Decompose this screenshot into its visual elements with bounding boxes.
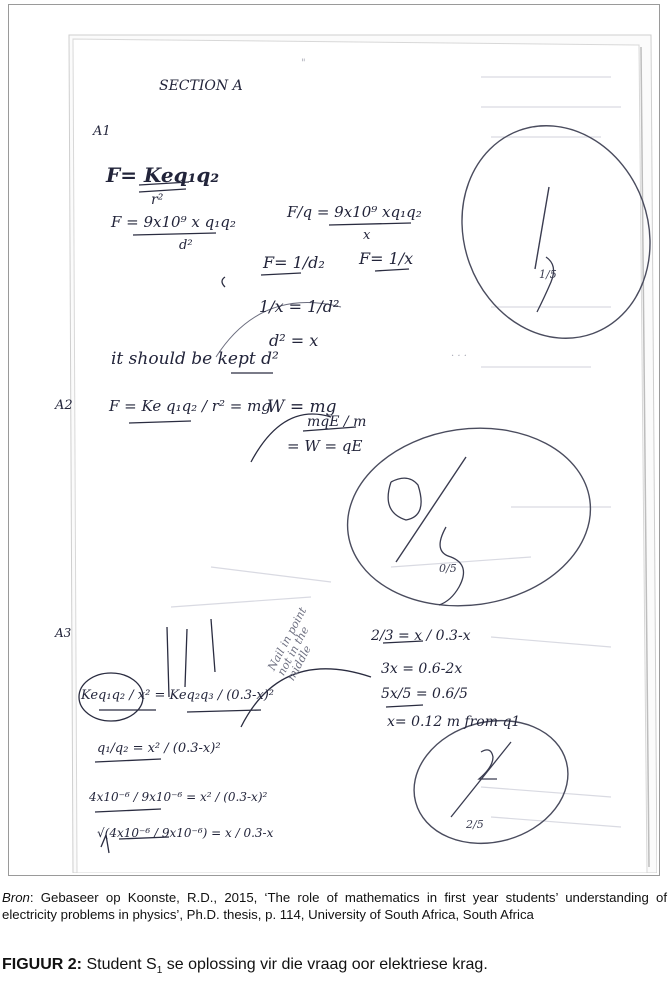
q1-score: 1/5: [539, 268, 557, 281]
section-heading: SECTION A: [159, 78, 243, 94]
figure-source: [2, 889, 667, 923]
q2-label: A2: [55, 398, 73, 413]
q1-line4b: F= 1/x: [359, 249, 414, 268]
figure-subscript: 1: [156, 965, 163, 977]
q1-line3: F/q = 9x10⁹ xq₁q₂: [287, 203, 422, 221]
q2-line4: = W = qE: [287, 437, 363, 455]
q2-line1: F = Ke q₁q₂ / r² = mg: [109, 397, 271, 415]
q3-label: A3: [55, 626, 72, 640]
q3-line1: Keq₁q₂ / x² = Keq₂q₃ / (0.3-x)²: [81, 688, 274, 703]
q3-line4: √(4x10⁻⁶ / 9x10⁻⁶) = x / 0.3-x: [97, 826, 274, 840]
q3-right-line1: 2/3 = x / 0.3-x: [371, 628, 471, 644]
q1-line2: F = 9x10⁹ x q₁q₂: [111, 213, 236, 231]
figure-label: FIGUUR 2:: [2, 956, 82, 973]
source-label: Bron: [2, 890, 30, 905]
q3-score: 2/5: [466, 818, 484, 831]
q1-line1: F= Keq₁q₂: [106, 163, 220, 187]
q1-line6: d² = x: [269, 331, 319, 350]
source-text: : Gebaseer op Koonste, R.D., 2015, ‘The role of mathematics in first year students’ understanding of electricity problems in physics’, Ph.D. thesis, p. 114, University of South Africa, South Africa: [2, 890, 667, 922]
q3-right-line3: 5x/5 = 0.6/5: [381, 686, 468, 702]
q3-line3: 4x10⁻⁶ / 9x10⁻⁶ = x² / (0.3-x)²: [89, 790, 268, 804]
figure-frame: [8, 4, 660, 876]
q1-line5: 1/x = 1/d²: [259, 297, 340, 316]
q1-line3-den: x: [363, 228, 371, 243]
q1-label: A1: [93, 124, 111, 139]
figure-text-2: se oplossing vir die vraag oor elektriese krag.: [162, 956, 488, 973]
show-through-mark: · · ·: [451, 351, 467, 362]
q3-line2: q₁/q₂ = x² / (0.3-x)²: [97, 741, 221, 756]
q1-line7: it should be kept d²: [111, 349, 279, 369]
stray-mark: ": [301, 58, 306, 69]
q2-line2: W = mg: [267, 397, 337, 417]
q3-right-line2: 3x = 0.6-2x: [381, 661, 463, 677]
figure-text-1: Student S: [82, 956, 157, 973]
marker-margin-note: Nail in point not in the middle: [265, 605, 314, 683]
q1-line4a: F= 1/d₂: [263, 253, 325, 272]
q2-line3: mqE / m: [307, 414, 367, 430]
scanned-answer-sheet: [11, 7, 657, 873]
q1-line2-den: d²: [179, 238, 193, 253]
q3-right-line4: x= 0.12 m from q1: [387, 714, 521, 730]
q1-line1-den: r²: [151, 192, 164, 208]
q2-score: 0/5: [439, 562, 457, 575]
figure-caption: [2, 955, 667, 981]
